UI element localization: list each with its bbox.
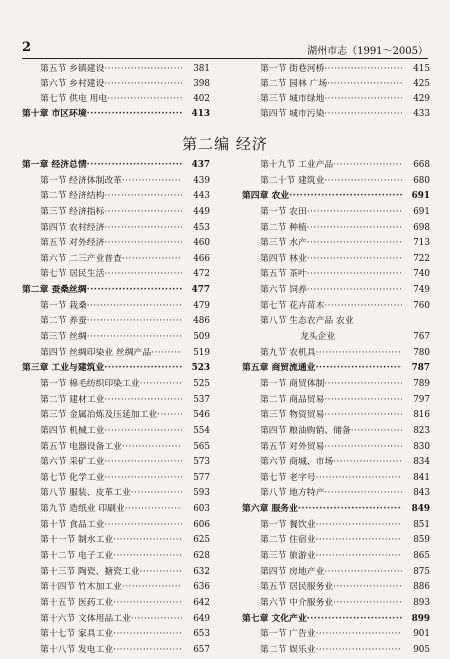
toc-entry-label: 第三节 金属冶炼及压延加工业 ····· xyxy=(40,408,182,424)
toc-page-number: 443 xyxy=(191,189,210,205)
toc-page-number: 625 xyxy=(191,533,210,549)
toc-page-number: 875 xyxy=(411,565,430,581)
toc-page-number: 402 xyxy=(191,92,210,107)
right-toc-column xyxy=(242,158,430,659)
toc-page-number: 565 xyxy=(191,440,210,456)
toc-section-entry xyxy=(22,252,210,268)
toc-section-entry xyxy=(242,596,430,612)
toc-entry-label: 第十九节 工业产品 ····· xyxy=(260,158,402,174)
toc-entry-label: 第二节 经济结构 ····· xyxy=(40,189,182,205)
toc-entry-label: 第七节 花卉苗木 ····· xyxy=(260,299,402,315)
toc-entry-label: 第十五节 医药工业 ····· xyxy=(40,596,182,612)
toc-page-number: 698 xyxy=(411,221,430,237)
toc-entry-label: 第一节 栽桑 ····· xyxy=(40,299,182,315)
toc-page-number: 537 xyxy=(191,393,210,409)
page-header xyxy=(22,40,428,56)
toc-section-entry xyxy=(242,283,430,299)
toc-section-entry xyxy=(22,486,210,502)
toc-entry-label: 第五节 居民服务业 ····· xyxy=(260,580,402,596)
toc-section-entry xyxy=(242,158,430,174)
toc-section-entry xyxy=(242,643,430,659)
toc-page-number: 899 xyxy=(410,612,430,628)
toc-page-number: 865 xyxy=(411,549,430,565)
toc-entry-label: 第六章 服务业 ····· xyxy=(242,502,402,518)
toc-page-number: 413 xyxy=(190,107,210,122)
toc-page-number: 554 xyxy=(191,424,210,440)
toc-page-number: 642 xyxy=(191,596,210,612)
toc-section-entry xyxy=(22,471,210,487)
toc-page-number: 466 xyxy=(191,252,210,268)
toc-section-entry xyxy=(22,565,210,581)
toc-entry-label: 第二节 住宿业 ····· xyxy=(260,533,402,549)
toc-entry-label: 第一节 广告业 ····· xyxy=(260,627,402,643)
toc-entry-label: 第四章 农业 ····· xyxy=(242,189,402,205)
toc-section-entry xyxy=(22,205,210,221)
toc-page-number: 606 xyxy=(191,518,210,534)
toc-section-entry xyxy=(22,393,210,409)
toc-section-entry xyxy=(242,393,430,409)
toc-entry-label: 第六节 商城、市场 ····· xyxy=(260,455,402,471)
toc-page-number: 722 xyxy=(411,252,430,268)
toc-chapter-entry xyxy=(242,612,430,628)
toc-entry-label: 第一节 经济体制改革 ····· xyxy=(40,174,182,190)
toc-entry-label: 第三节 物资贸易 ····· xyxy=(260,408,402,424)
toc-entry-label: 第十七节 家具工业 ····· xyxy=(40,627,182,643)
toc-page-number: 453 xyxy=(191,221,210,237)
toc-entry-label: 第十六节 文体用品工业 ····· xyxy=(40,612,182,628)
toc-page-number: 653 xyxy=(191,627,210,643)
toc-entry-label: 第二节 娱乐业 ····· xyxy=(260,643,402,659)
toc-page-number: 657 xyxy=(191,643,210,659)
toc-entry-label: 第四节 房地产业 ····· xyxy=(260,565,402,581)
toc-section-entry xyxy=(22,518,210,534)
toc-section-entry xyxy=(22,502,210,518)
toc-page-number: 509 xyxy=(191,330,210,346)
toc-page-number: 429 xyxy=(411,92,430,107)
toc-page-number: 816 xyxy=(411,408,430,424)
toc-section-entry xyxy=(242,549,430,565)
toc-page-number: 841 xyxy=(411,471,430,487)
toc-section-entry xyxy=(22,236,210,252)
toc-page-number: 628 xyxy=(191,549,210,565)
toc-entry-label: 第三节 城市绿地 ····· xyxy=(260,92,402,107)
toc-page-number: 577 xyxy=(191,471,210,487)
toc-chapter-entry xyxy=(22,283,210,299)
toc-section-entry xyxy=(242,377,430,393)
toc-section-entry xyxy=(242,486,430,502)
toc-page-number: 437 xyxy=(190,158,210,174)
toc-entry-label: 第二节 种植 ····· xyxy=(260,221,402,237)
toc-page-number: 632 xyxy=(191,565,210,581)
toc-page-number: 843 xyxy=(411,486,430,502)
toc-section-entry xyxy=(242,627,430,643)
toc-section-entry xyxy=(22,424,210,440)
toc-entry-label: 龙头企业 xyxy=(300,332,336,343)
toc-section-entry xyxy=(242,565,430,581)
toc-page-number: 823 xyxy=(411,424,430,440)
toc-page-number: 668 xyxy=(411,158,430,174)
toc-entry-label: 第六节 二三产业普查 ····· xyxy=(40,252,182,268)
toc-entry-label: 第八节 生态农产品 农业 xyxy=(260,316,354,327)
toc-page-number: 649 xyxy=(191,612,210,628)
toc-entry-label: 第五章 商贸流通业 ····· xyxy=(242,361,402,377)
toc-section-entry xyxy=(22,612,210,628)
toc-entry-label: 第十四节 竹木加工业 ····· xyxy=(40,580,182,596)
toc-section-entry xyxy=(242,471,430,487)
toc-page-number: 893 xyxy=(411,596,430,612)
header-rule xyxy=(22,58,428,59)
toc-entry-label: 第一节 餐饮业 ····· xyxy=(260,518,402,534)
toc-page-number: 472 xyxy=(191,267,210,283)
toc-page-number: 593 xyxy=(191,486,210,502)
toc-section-entry xyxy=(22,267,210,283)
toc-entry-label: 第七章 文化产业 ····· xyxy=(242,612,402,628)
toc-section-entry xyxy=(242,92,430,107)
toc-section-entry xyxy=(242,236,430,252)
toc-section-entry xyxy=(22,174,210,190)
toc-page-number: 449 xyxy=(191,205,210,221)
toc-section-entry xyxy=(242,221,430,237)
toc-chapter-entry xyxy=(22,158,210,174)
toc-page-number: 525 xyxy=(191,377,210,393)
toc-page-number: 477 xyxy=(190,283,210,299)
toc-entry-label: 第八节 服装、皮革工业 ····· xyxy=(40,486,182,502)
toc-entry-label: 第七节 化学工业 ····· xyxy=(40,471,182,487)
toc-page-number: 636 xyxy=(191,580,210,596)
toc-entry-label: 第九节 农机具 ····· xyxy=(260,346,402,362)
toc-page-number: 797 xyxy=(411,393,430,409)
toc-section-entry xyxy=(242,533,430,549)
toc-section-entry xyxy=(22,77,210,92)
toc-entry-label: 第五节 对外贸易 ····· xyxy=(260,440,402,456)
toc-chapter-entry xyxy=(242,361,430,377)
toc-entry-label: 第六节 采矿工业 ····· xyxy=(40,455,182,471)
toc-entry-label: 第十八节 发电工业 ····· xyxy=(40,643,182,659)
toc-section-entry xyxy=(22,299,210,315)
toc-page-number: 460 xyxy=(191,236,210,252)
toc-page-number: 789 xyxy=(411,377,430,393)
toc-entry-label: 第九节 造纸业 印刷业 ····· xyxy=(40,502,182,518)
toc-entry-label: 第五节 茶叶 ····· xyxy=(260,267,402,283)
toc-page-number: 691 xyxy=(410,189,430,205)
toc-section-entry xyxy=(242,314,430,330)
toc-page-number: 680 xyxy=(411,174,430,190)
toc-page-number: 398 xyxy=(191,77,210,92)
toc-section-entry xyxy=(242,62,430,77)
toc-section-entry xyxy=(22,533,210,549)
toc-section-entry xyxy=(242,252,430,268)
toc-page-number: 486 xyxy=(191,314,210,330)
toc-entry-label: 第七节 老字号 ····· xyxy=(260,471,402,487)
toc-section-entry xyxy=(22,330,210,346)
toc-page-number: 787 xyxy=(410,361,430,377)
toc-section-entry xyxy=(242,205,430,221)
toc-page-number: 905 xyxy=(411,643,430,659)
toc-page-number: 740 xyxy=(411,267,430,283)
toc-section-entry xyxy=(22,408,210,424)
toc-entry-label: 第二节 商品贸易 ····· xyxy=(260,393,402,409)
toc-section-entry xyxy=(242,107,430,122)
toc-page-number: 573 xyxy=(191,455,210,471)
top-left-column xyxy=(22,62,210,122)
toc-section-entry xyxy=(242,346,430,362)
toc-section-entry xyxy=(22,643,210,659)
toc-entry-label: 第一章 经济总情 ····· xyxy=(22,158,182,174)
toc-section-entry xyxy=(22,314,210,330)
toc-section-entry xyxy=(242,518,430,534)
toc-entry-label: 第二节 园林 广场 ····· xyxy=(260,77,402,92)
toc-section-entry xyxy=(22,189,210,205)
toc-page-number: 760 xyxy=(411,299,430,315)
toc-entry-label: 第六节 饲养 ····· xyxy=(260,283,402,299)
toc-section-entry xyxy=(22,221,210,237)
toc-page-number: 479 xyxy=(191,299,210,315)
toc-section-entry xyxy=(242,580,430,596)
toc-page-number: 780 xyxy=(411,346,430,362)
toc-entry-label: 第三节 丝绸 ····· xyxy=(40,330,182,346)
toc-section-entry xyxy=(22,377,210,393)
toc-page-number: 381 xyxy=(191,62,210,77)
toc-section-entry xyxy=(22,596,210,612)
toc-entry-label: 第二节 养蚕 ····· xyxy=(40,314,182,330)
toc-entry-label: 第五节 乡镇建设 ····· xyxy=(40,62,182,77)
toc-entry-label: 第四节 城市污染 ····· xyxy=(260,107,402,122)
toc-page-number: 851 xyxy=(411,518,430,534)
toc-section-entry xyxy=(22,62,210,77)
toc-entry-label: 第四节 丝绸印染业 丝绸产品 ····· xyxy=(40,346,182,362)
part-title: 第二编 经济 xyxy=(182,135,268,153)
toc-page-number: 415 xyxy=(411,62,430,77)
toc-page-number: 433 xyxy=(411,107,430,122)
toc-entry-label: 第三节 经济指标 ····· xyxy=(40,205,182,221)
toc-page-number: 830 xyxy=(411,440,430,456)
toc-entry-label: 第十二节 电子工业 ····· xyxy=(40,549,182,565)
toc-entry-label: 第一节 街巷河桥 ····· xyxy=(260,62,402,77)
toc-entry-label: 第八节 地方特产 ····· xyxy=(260,486,402,502)
toc-page-number: 901 xyxy=(411,627,430,643)
toc-chapter-entry xyxy=(242,189,430,205)
toc-chapter-entry xyxy=(242,502,430,518)
toc-entry-label: 第四节 粮油购销、储备 ····· xyxy=(260,424,402,440)
toc-entry-label: 第一节 商贸体制 ····· xyxy=(260,377,402,393)
toc-entry-label: 第二十节 建筑业 ····· xyxy=(260,174,402,190)
toc-page-number: 849 xyxy=(410,502,430,518)
toc-entry-label: 第十章 市区环境 ····· xyxy=(22,107,182,122)
toc-section-entry xyxy=(242,77,430,92)
toc-section-entry xyxy=(22,92,210,107)
toc-page-number: 523 xyxy=(190,361,210,377)
toc-chapter-entry xyxy=(22,361,210,377)
toc-entry-label: 第十三节 陶瓷、搪瓷工业 ····· xyxy=(40,565,182,581)
toc-page-number: 425 xyxy=(411,77,430,92)
toc-entry-label: 第六节 乡村建设 ····· xyxy=(40,77,182,92)
toc-entry-label: 第三节 旅游业 ····· xyxy=(260,549,402,565)
running-title: 湖州市志（1991～2005） xyxy=(307,46,428,57)
toc-section-entry xyxy=(22,549,210,565)
toc-page-number: 859 xyxy=(411,533,430,549)
toc-entry-label: 第七节 居民生活 ····· xyxy=(40,267,182,283)
toc-entry-label: 第五节 电器设备工业 ····· xyxy=(40,440,182,456)
toc-entry-label: 第五节 对外经济 ····· xyxy=(40,236,182,252)
toc-chapter-entry xyxy=(22,107,210,122)
top-right-column xyxy=(242,62,430,122)
toc-section-entry xyxy=(242,408,430,424)
toc-page-number: 767 xyxy=(411,330,430,346)
toc-entry-label: 第二节 建材工业 ····· xyxy=(40,393,182,409)
toc-entry-label: 第十一节 制水工业 ····· xyxy=(40,533,182,549)
page-number: 2 xyxy=(22,40,32,55)
toc-section-entry xyxy=(242,299,430,315)
toc-entry-label: 第一节 棉毛纺织印染工业 ····· xyxy=(40,377,182,393)
toc-entry-label: 第七节 供电 用电 ····· xyxy=(40,92,182,107)
left-toc-column xyxy=(22,158,210,659)
toc-section-entry xyxy=(242,455,430,471)
toc-page-number: 519 xyxy=(191,346,210,362)
toc-entry-label: 第四节 机械工业 ····· xyxy=(40,424,182,440)
toc-page-number: 749 xyxy=(411,283,430,299)
toc-page-number: 886 xyxy=(411,580,430,596)
toc-entry-label: 第二章 蚕桑丝绸 ····· xyxy=(22,283,182,299)
toc-section-entry xyxy=(22,455,210,471)
toc-entry-label: 第十节 食品工业 ····· xyxy=(40,518,182,534)
toc-section-entry xyxy=(22,440,210,456)
toc-entry-label: 第四节 农村经济 ····· xyxy=(40,221,182,237)
toc-entry-label: 第一节 农田 ····· xyxy=(260,205,402,221)
toc-section-entry xyxy=(22,346,210,362)
toc-page-number: 834 xyxy=(411,455,430,471)
toc-section-entry xyxy=(242,174,430,190)
toc-entry-label: 第四节 林业 ····· xyxy=(260,252,402,268)
toc-entry-label: 第六节 中介服务业 ····· xyxy=(260,596,402,612)
toc-entry-label: 第三节 水产 ····· xyxy=(260,236,402,252)
toc-page-number: 713 xyxy=(411,236,430,252)
toc-page-number: 546 xyxy=(191,408,210,424)
toc-page-number: 603 xyxy=(191,502,210,518)
toc-section-entry xyxy=(242,440,430,456)
toc-section-entry xyxy=(22,580,210,596)
toc-section-entry xyxy=(242,267,430,283)
toc-entry-label: 第三章 工业与建筑业 ····· xyxy=(22,361,182,377)
toc-section-entry xyxy=(242,424,430,440)
toc-page-number: 439 xyxy=(191,174,210,190)
toc-section-entry xyxy=(242,330,430,346)
toc-section-entry xyxy=(22,627,210,643)
toc-page-number: 691 xyxy=(411,205,430,221)
